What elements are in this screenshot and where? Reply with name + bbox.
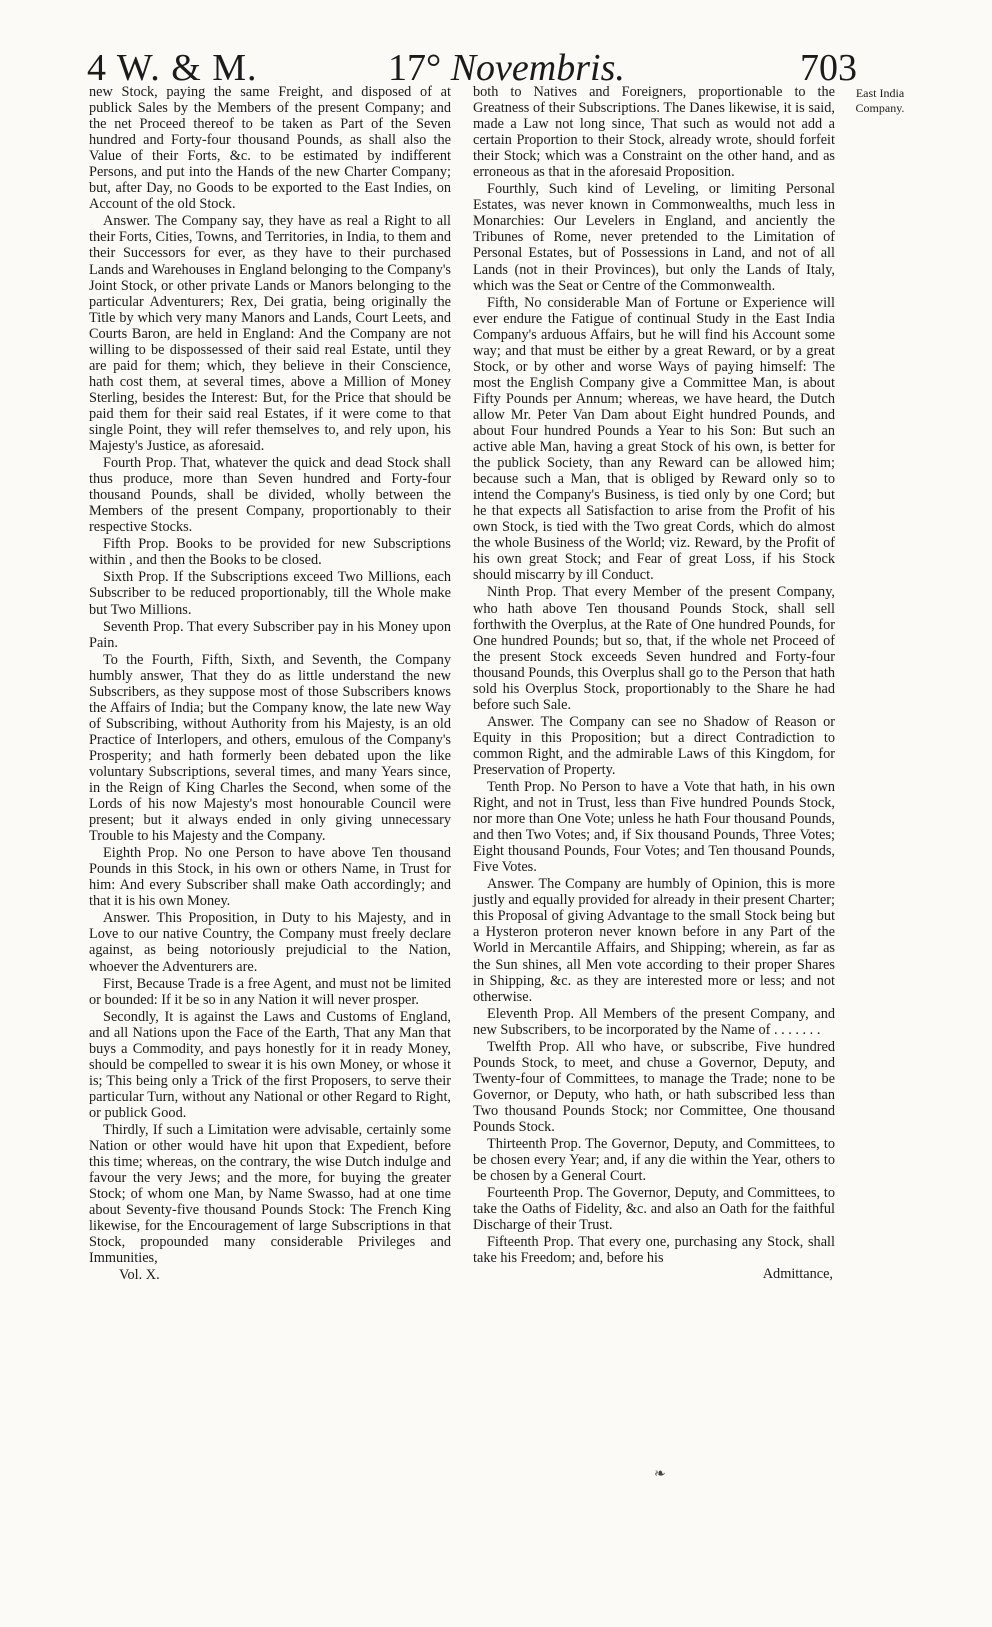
paragraph: Tenth Prop. No Person to have a Vote that hath, in his own Right, and not in Trust, less than Five hundred Pounds Stock, nor more than One Vote; unless he hath Four thousand Pounds, and then Two Votes; and, if Six thousand Pounds, Three Votes; Eight thousand Pounds, Four Votes; and Ten thousand Pounds, Five Votes. (473, 779, 835, 876)
paragraph: Ninth Prop. That every Member of the present Company, who hath above Ten thousand Pounds Stock, shall sell forthwith the Overplus, at the Rate of One hundred Pounds, for One hundred Pounds; but so, that, if the whole net Proceed of the present Stock exceeds Seven hundred and Forty-four thousand Pounds, this Overplus shall go to the Person that hath sold his Overplus Stock, proportionably to the Share he had before such Sale. (473, 584, 835, 713)
paragraph: Fourteenth Prop. The Governor, Deputy, and Committees, to take the Oaths of Fidelity, &c. and also an Oath for the faithful Discharge of their Trust. (473, 1185, 835, 1234)
paragraph: Eleventh Prop. All Members of the present Company, and new Subscribers, to be incorporated by the Name of . . . . . . . (473, 1005, 835, 1038)
paragraph: Eighth Prop. No one Person to have above Ten thousand Pounds in this Stock, in his own or others Name, in Trust for him: And every Subscriber shall make Oath accordingly; and that it is his own Money. (89, 845, 451, 910)
right-column (473, 84, 835, 1283)
paragraph: To the Fourth, Fifth, Sixth, and Seventh, the Company humbly answer, That they do as little understand the new Subscribers, as they suppose most of those Subscribers knows the Affairs of India; but the Company know, the late new Way of Subscribing, without Authority from his Majesty, is an old Practice of Interlopers, and others, emulous of the Company's Prosperity; and hath formerly been debated upon the like voluntary Subscriptions, several times, and many Years since, in the Reign of King Charles the Second, when some of the Lords of his now Majesty's most honourable Council were present; but it always ended in only giving unnecessary Trouble to his Majesty and the Company. (89, 651, 451, 845)
paragraph: Fifth Prop. Books to be provided for new Subscriptions within , and then the Books to be closed. (89, 536, 451, 569)
paragraph: Fourthly, Such kind of Leveling, or limiting Personal Estates, was never known in Commonwealths, much less in Monarchies: Our Levelers in England, and anciently the Tribunes of Rome, never pretended to the Limitation of Personal Estates, but of Possessions in Land, and not of all Lands (not in their Provinces), but only the Lands of Italy, which was the Seat or Centre of the Commonwealth. (473, 181, 835, 294)
paragraph: First, Because Trade is a free Agent, and must not be limited or bounded: If it be so in any Nation it will never prosper. (89, 975, 451, 1008)
page-number: 703 (800, 47, 857, 89)
volume-signature: Vol. X. (119, 1267, 160, 1284)
paragraph: Answer. The Company say, they have as real a Right to all their Forts, Cities, Towns, and Territories, in India, to them and their Successors for ever, as they have to their purchased Lands and Warehouses in England belonging to the Company's Joint Stock, or other private Lands or Manors belonging to the particular Adventurers; Rex, Dei gratia, being originally the Title by which very many Manors and Lands, Court Leets, and Courts Baron, are held in England: And the Company are not willing to be dispossessed of their said real Estate, until they are paid for them; which, they believe in their Conscience, hath cost them, at several times, above a Million of Money Sterling, besides the Interest: But, for the Price that should be paid them for their said real Estates, if it were come to that single Point, they will refer themselves to, and rely upon, his Majesty's Justice, as aforesaid. (89, 213, 451, 455)
paragraph: Answer. The Company can see no Shadow of Reason or Equity in this Proposition; but a direct Contradiction to common Right, and the admirable Laws of this Kingdom, for Preservation of Property. (473, 713, 835, 778)
regnal-year: 4 W. & M. (87, 47, 258, 89)
paragraph: Twelfth Prop. All who have, or subscribe, Five hundred Pounds Stock, to meet, and chuse a Governor, Deputy, and Twenty-four of Committees, to manage the Trade; none to be Governor, or Deputy, who hath, or hath subscribed less than Two thousand Pounds Stock; nor Committee, One thousand Pounds Stock. (473, 1038, 835, 1135)
date-month: Novembris. (450, 47, 625, 89)
paragraph: Secondly, It is against the Laws and Customs of England, and all Nations upon the Face of the Earth, That any Man that buys a Commodity, and pays honestly for it in ready Money, should be compelled to swear it is his own Money, or whose it is; This being only a Trick of the first Proposers, to serve their particular Turn, without any National or other Regard to Right, or publick Good. (89, 1008, 451, 1121)
ornament-mark: ❧ (654, 1467, 666, 1482)
paragraph: Seventh Prop. That every Subscriber pay in his Money upon Pain. (89, 618, 451, 651)
date-day: 17° (388, 47, 451, 89)
paragraph: Fifth, No considerable Man of Fortune or Experience will ever endure the Fatigue of continual Study in the East India Company's arduous Affairs, but he will find his Account some way; and that must be either by a great Reward, or by a great Stock, or by other and worse Ways of paying himself: The most the English Company give a Committee Man, is about Fifty Pounds per Annum; whereas, we have heard, the Dutch allow Mr. Peter Van Dam about Eight hundred Pounds, and about Four hundred Pounds a Year to his Son: But such an active able Man, having a great Stock of his own, is better for the publick Society, than any Reward can be allowed him; because such a Man, that is obliged by Reward only so to intend the Company's Business, is tied only by one Cord; but he that expects all Satisfaction to arise from the Profit of his own Stock, is tied with the Two great Cords, which do almost the whole Business of the World; viz. Reward, by the Profit of his own great Stock; and Fear of great Loss, if his Stock should miscarry by ill Conduct. (473, 294, 835, 584)
paragraph: Sixth Prop. If the Subscriptions exceed Two Millions, each Subscriber to be reduced proportionably, till the Whole make but Two Millions. (89, 569, 451, 618)
paragraph: both to Natives and Foreigners, proportionable to the Greatness of their Subscriptions. The Danes likewise, it is said, made a Law not long since, That such as would not add a certain Proportion to their Stock, already wrote, should forfeit their Stock; which was a Constraint on the other hand, and as erroneous as that in the aforesaid Proposition. (473, 84, 835, 181)
paragraph: Thirteenth Prop. The Governor, Deputy, and Committees, to be chosen every Year; and, if any die within the Year, others to be chosen by a General Court. (473, 1136, 835, 1185)
paragraph: Fifteenth Prop. That every one, purchasing any Stock, shall take his Freedom; and, before his (473, 1234, 835, 1267)
paragraph: Fourth Prop. That, whatever the quick and dead Stock shall thus produce, more than Seven hundred and Forty-four thousand Pounds, shall be divided, wholly between the Members of the present Company, proportionably to their respective Stocks. (89, 455, 451, 536)
margin-note: East India Company. (855, 86, 905, 115)
paragraph: new Stock, paying the same Freight, and disposed of at publick Sales by the Members of the present Company; and the net Proceed thereof to be taken as Part of the Seven hundred and Forty-four thousand Pounds, as shall also the Value of their Forts, &c. to be estimated by indifferent Persons, and put into the Hands of the new Charter Company; but, after Day, no Goods to be exported to the East Indies, on Account of the old Stock. (89, 84, 451, 213)
paragraph: Answer. The Company are humbly of Opinion, this is more justly and equally provided for already in their present Charter; this Proposal of giving Advantage to the small Stock being but a Hysteron proteron never known before in any Part of the World in Mercantile Affairs, and Shipping; wherein, as far as the Sun shines, all Men vote according to their proper Shares in Shipping, &c. as they are interested more or less; and not otherwise. (473, 876, 835, 1005)
left-column (89, 84, 451, 1284)
paragraph: Answer. This Proposition, in Duty to his Majesty, and in Love to our native Country, the Company must freely declare against, as being notoriously prejudicial to the Nation, whoever the Adventurers are. (89, 910, 451, 975)
catchword: Admittance, (762, 1266, 833, 1283)
paragraph: Thirdly, If such a Limitation were advisable, certainly some Nation or other would have hit upon that Expedient, before this time; whereas, on the contrary, the wise Dutch indulge and favour the very Jews; and the more, for buying the greater Stock; of whom one Man, by Name Swasso, had at one time about Seventy-five thousand Pounds Stock: The French King likewise, for the Encouragement of large Subscriptions in that Stock, propounded many considerable Privileges and Immunities, (89, 1122, 451, 1267)
